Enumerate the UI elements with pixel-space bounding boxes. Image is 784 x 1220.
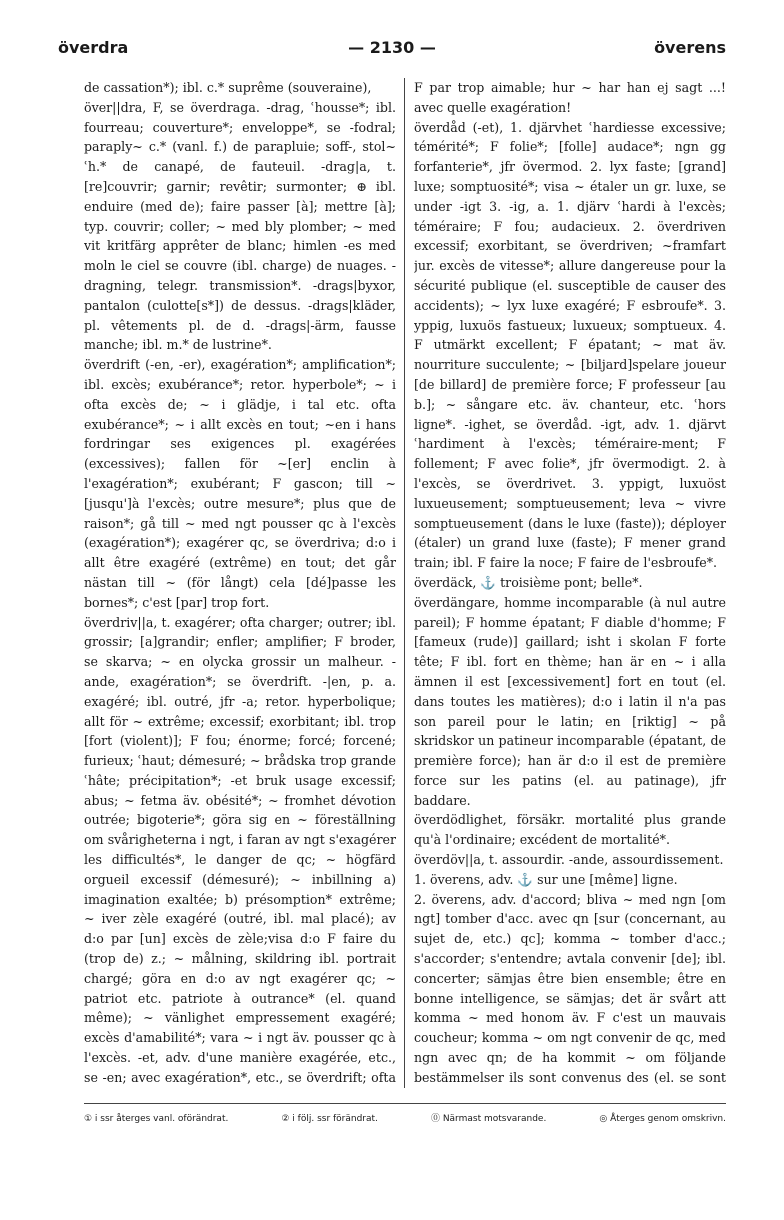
footnote-3: ⓪ Närmast motsvarande. bbox=[430, 1114, 547, 1124]
page-header bbox=[58, 38, 726, 68]
right-column bbox=[414, 78, 726, 1090]
page-number: — 2130 — bbox=[348, 38, 436, 57]
entry-overdangare: överdängare, homme incomparable (à nul autre pareil); F homme épatant; F diable d'homme; F [fameux (rude)] gaillard; isht i skolan F forte tête; F ibl. fort en thème; han är en ~ i alla ämnen il est [excessivement] fort en tout (el. dans toutes les matières); d:o i latin il n'a pas son pareil pour le latin; en [riktig] ~ på skridskor un patineur incomparable (épatant, de première force); han är d:o il est de première force sur les patins (el. au patinage), jfr baddare. bbox=[414, 594, 726, 808]
footnote-rule bbox=[84, 1103, 726, 1104]
left-running-headword: överdra bbox=[58, 38, 129, 57]
entry-continuation: F par trop aimable; hur ~ har han ej sagt ...! avec quelle exagération! bbox=[414, 80, 726, 115]
entry-overdova: överdöv||a, t. assourdir. -ande, assourdissement. bbox=[414, 852, 724, 868]
entry-overdodlighet: överdödlighet, försäkr. mortalité plus grande qu'à l'ordinaire; excédent de mortalité*. bbox=[414, 812, 726, 848]
entry-overdriva: överdriv||a, t. exagérer; ofta charger; outrer; ibl. grossir; [a]grandir; enfler; amplifier; F broder, se skarva; ~ en olycka grossir un malheur. -ande, exagération*; se överdrift. -|en, p. a. exagéré; ibl. outré, jfr -a; retor. hyperbolique; allt för ~ extrême; excessif; exorbitant; ibl. trop [fort (violent)]; F fou; énorme; forcé; forcené; furieux; ʿhaut; démesuré; ~ brådska trop grande ʿhâte; précipitation*; -et bruk usage excessif; abus; ~ fetma äv. obésité*; ~ fromhet dévotion outrée; bigoterie*; göra sig en ~ föreställning om svårigheterna i ngt, i faran av ngt s'exagérer les difficultés*, le danger de qc; ~ högfärd orgueil excessif (démesuré); ~ inbillning a) imagination exaltée; b) présomption* extrême; ~ iver zèle exagéré (outré, ibl. mal placé); av d:o par [un] excès de zèle;visa d:o F faire du (trop de) z.; ~ målning, skildring ibl. portrait chargé; göra en d:o av ngt exagérer qc; ~ patriot etc. patriote à outrance* (el. quand même); ~ vänlighet empressement exagéré; excès d'amabilité*; vara ~ i ngt äv. pousser qc à l'excès. -et, adv. d'une manière exagérée, etc., se -en; avec exagération*, etc., se överdrift; ofta bbox=[84, 614, 396, 1085]
entry-overdad: överdåd (-et), 1. djärvhet ʿhardiesse excessive; témérité*; F folie*; [folle] audace*; ngn gg forfanterie*, jfr övermod. 2. lyx faste; [grand] luxe; somptuosité*; visa ~ étaler un gr. luxe, se under -igt 3. -ig, a. 1. djärv ʿhardi à l'excès; téméraire; F fou; audacieux. 2. överdriven excessif; exorbitant, se överdriven; ~framfart jur. excès de vitesse*; allure dangereuse pour la sécurité publique (el. susceptible de causer des accidents); ~ lyx luxe exagéré; F esbroufe*. 3. yppig, luxuös fastueux; luxueux; somptueux. 4. F utmärkt excellent; F épatant; ~ mat äv. nourriture succulente; ~ [biljard]spelare joueur [de billard] de première force; F professeur [au b.]; ~ sångare etc. äv. chanteur, etc. ʿhors ligne*. -ighet, se överdåd. -igt, adv. 1. djärvt ʿhardiment à l'excès; téméraire-ment; F follement; F avec folie*, jfr övermodigt. 2. à l'excès, se överdrivet. 3. yppigt, luxuöst luxueusement; somptueusement; leva ~ vivre somptueusement (dans le luxe (faste)); déployer (étaler) un grand luxe (faste); F mener grand train; ibl. F faire la noce; F faire de l'esbroufe*. bbox=[414, 119, 726, 571]
entry-overdack: överdäck, ⚓ troisième pont; belle*. bbox=[414, 574, 643, 590]
entry-overens-1: 1. överens, adv. ⚓ sur une [même] ligne. bbox=[414, 871, 678, 887]
entry-overdra: över||dra, F, se överdraga. -drag, ʿhousse*; ibl. fourreau; couverture*; enveloppe*, se -fodral; paraply~ c.* (vanl. f.) de parapluie; soff-, stol~ ʿh.* de canapé, de fauteuil. -drag|a, t. [re]couvrir; garnir; revêtir; surmonter; ⊕ ibl. enduire (med de); faire passer [à]; mettre [à]; typ. couvrir; coller; ~ med bly plomber; ~ med vit kritfärg apprêter de blanc; himlen -es med moln le ciel se couvre (ibl. charge) de nuages. -dragning, telegr. transmission*. -drags|byxor, pantalon (culotte[s*]) de dessus. -drags|kläder, pl. vêtements pl. de d. -drags|-ärm, fausse manche; ibl. m.* de lustrine*. bbox=[84, 99, 396, 353]
right-running-headword: överens bbox=[654, 38, 726, 57]
column-divider bbox=[404, 78, 405, 1088]
entry-overens-2: 2. överens, adv. d'accord; bliva ~ med ngn [om ngt] tomber d'acc. avec qn [sur (concernant, au sujet de, etc.) qc]; komma ~ tomber d'acc.; s'accorder; s'entendre; avtala convenir [de]; ibl. concerter; sämjas être bien ensemble; être en bonne intelligence, se sämjas; det är svårt att komma ~ med honom äv. F c'est un mauvais coucheur; komma ~ om ngt convenir de qc, med ngn avec qn; de ha kommit ~ om följande bestämmelser ils sont convenus des (el. se sont bbox=[414, 891, 726, 1085]
left-column bbox=[84, 78, 396, 1090]
footnote-2: ② i följ. ssr förändrat. bbox=[281, 1114, 378, 1124]
entry-overdrift: överdrift (-en, -er), exagération*; amplification*; ibl. excès; exubérance*; retor. hyperbole*; ~ i ofta excès de; ~ i glädje, i tal etc. ofta exubérance*; ~ i allt excès en tout; ~en i hans fordringar ses exigences pl. exagérées (excessives); fallen för ~[er] enclin à l'exagération*; exubérant; F gascon; till ~ [jusqu']à l'excès; outre mesure*; plus que de raison*; gå till ~ med ngt pousser qc à l'excès (exagération*); exagérer qc, se överdriva; d:o i allt être exagéré (extrême) en tout; det går nästan till ~ (för långt) cela [dé]passe les bornes*; c'est [par] trop fort. bbox=[84, 357, 396, 610]
footnote-1: ① i ssr återges vanl. oförändrat. bbox=[84, 1114, 229, 1124]
footnote-4: ◎ Återges genom omskrivn. bbox=[599, 1114, 726, 1124]
entry-continuation: de cassation*); ibl. c.* suprême (souveraine), bbox=[84, 80, 372, 95]
footnotes bbox=[84, 1112, 726, 1126]
